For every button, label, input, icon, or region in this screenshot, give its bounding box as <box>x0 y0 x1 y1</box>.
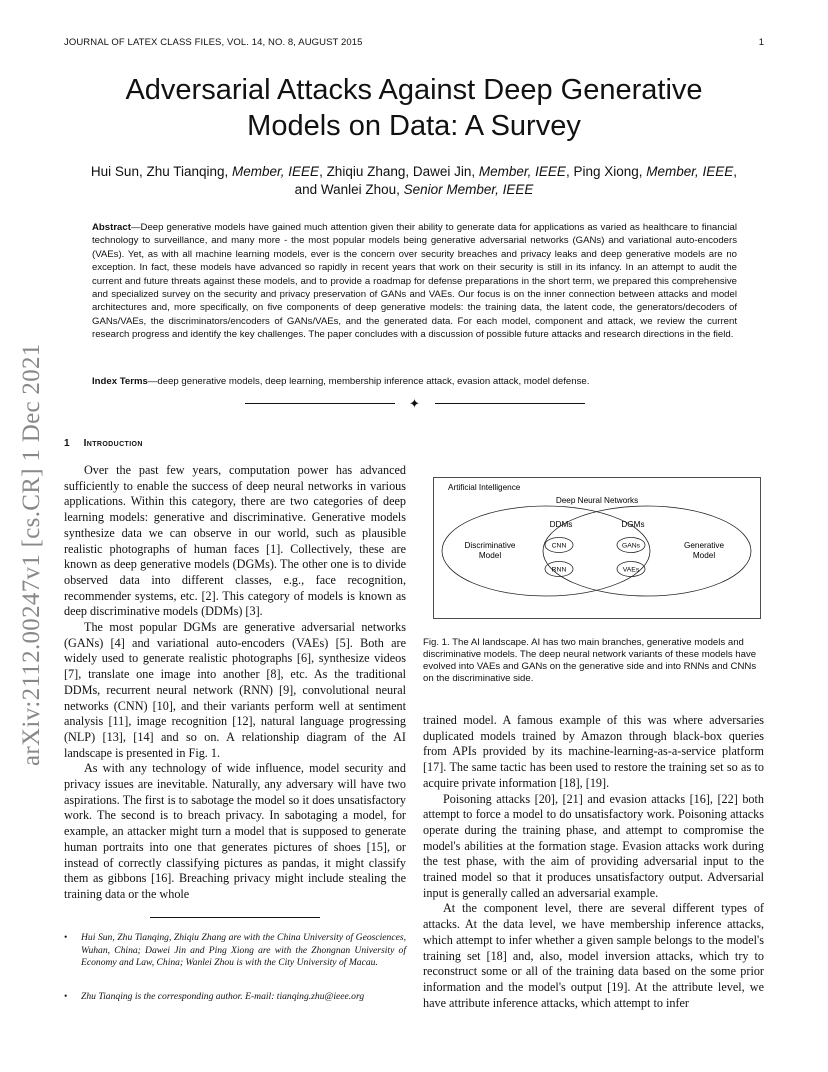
figure-caption: Fig. 1. The AI landscape. AI has two main branches, generative models and discriminative models. The deep neural network variants of these models have evolved into VAEs and GANs on the generative side and into RNNs and CNNs on the discriminative side. <box>423 637 757 684</box>
label-deep-neural-networks: Deep Neural Networks <box>555 496 639 505</box>
author-names-2: , Zhiqiu Zhang, Dawei Jin, <box>319 164 479 179</box>
label-discriminative-model-2: Model <box>478 551 502 560</box>
title-line-2: Models on Data: A Survey <box>247 110 581 142</box>
ai-landscape-diagram <box>433 477 761 619</box>
label-generative-model-2: Model <box>692 551 716 560</box>
author-affil-1: Member, IEEE <box>232 164 320 179</box>
paragraph: Poisoning attacks [20], [21] and evasion attacks [16], [22] both attempt to force a model to do unsatisfactory work. Poisoning attacks operate during the training phase, and attempt to compromise the model's abilities at the formation stage. Evasion attacks work during the test phase, with the aim of providing adversarial input to the trained model so that it produces unsatisfactory output. Adversarial input is generally called an adversarial example. <box>423 791 764 900</box>
footnote-corresponding <box>64 991 406 1004</box>
paper-title <box>60 72 768 144</box>
section-title: Introduction <box>83 438 143 449</box>
generative-ellipse <box>543 506 751 596</box>
label-cnn: CNN <box>551 542 567 550</box>
footnote-text: Zhu Tianqing is the corresponding author. E-mail: tianqing.zhu@ieee.org <box>81 991 365 1002</box>
paragraph: At the component level, there are several different types of attacks. At the data level, we have membership inference attacks, which attempt to infer whether a given sample belongs to the model's training set [18] and, also, model inversion attacks, which try to reconstruct some or all of the training data based on the some prior information and the model's output [19]. At the attribute level, we have attribute inference attacks, which attempt to infer <box>423 901 764 1010</box>
title-line-1: Adversarial Attacks Against Deep Generative <box>125 74 703 106</box>
bullet-icon: • <box>64 991 68 1002</box>
index-terms <box>92 375 737 388</box>
section-separator <box>245 398 585 410</box>
arxiv-identifier: arXiv:2112.00247v1 [cs.CR] 1 Dec 2021 <box>18 343 45 766</box>
separator-line-right <box>435 403 585 404</box>
paragraph: trained model. A famous example of this was where adversaries duplicated models trained by Amazon through black-box queries from APIs provided by its machine-learning-as-a-service platform [17]. The same tactic has been used to restore the training set so as to acquire private information [18], [19]. <box>423 713 764 790</box>
page-number: 1 <box>758 37 764 48</box>
author-names-1: Hui Sun, Zhu Tianqing, <box>90 164 233 179</box>
left-column <box>64 463 406 903</box>
index-terms-label: Index Terms <box>92 376 148 387</box>
paragraph: The most popular DGMs are generative adversarial networks (GANs) [4] and variational auto-encoders (VAEs) [5]. Both are widely used to generate realistic photographs [6], synthesize videos [7], translate one image into another [8], etc. As the traditional DDMs, recurrent neural network (RNN) [9], convolutional neural networks (CNN) [10], and their variants perform well at sentiment analysis [11], image recognition [12], natural language progressing (NLP) [13], [14] and so on. A relationship diagram of the AI landscape is presented in Fig. 1. <box>64 620 406 760</box>
bullet-icon: • <box>64 932 68 943</box>
label-discriminative-model-1: Discriminative <box>464 541 516 550</box>
section-number: 1 <box>64 438 70 449</box>
separator-line-left <box>245 403 395 404</box>
separator-diamond-icon: ✦ <box>409 396 420 411</box>
label-gans: GANs <box>621 542 641 550</box>
label-ddms: DDMs <box>549 520 573 529</box>
label-dgms: DGMs <box>621 520 645 529</box>
paragraph: Over the past few years, computation power has advanced sufficiently to enable the success of deep neural networks in various applications. Within this category, there are two categories of deep learning models: generative and discriminative. Generative models synthesize data we can observe in our world, such as plausible realistic photographs of human faces [1]. Collectively, these are known as deep generative models (DGMs). The other one is to divide observed data into different classes, e.g., face recognition, recommender systems, etc. [2]. This category of models is known as deep discriminative models (DDMs) [3]. <box>64 463 406 619</box>
author-affil-4: Senior Member, IEEE <box>403 182 534 197</box>
running-head: JOURNAL OF LATEX CLASS FILES, VOL. 14, NO. 8, AUGUST 2015 <box>64 37 363 48</box>
abstract-text: —Deep generative models have gained much attention given their ability to generate data for applications as varied as healthcare to financial technology to surveillance, and many more - the most popular models being generative adversarial networks (GANs) and variational auto-encoders (VAEs). Yet, as with all machine learning models, ever is the concern over security breaches and privacy leaks and deep generative models are no exception. In fact, these models have advanced so rapidly in recent years that work on their security is still in its infancy. In an attempt to audit the current and future threats against these models, and to provide a roadmap for defense preparations in the short term, we prepared this comprehensive and specialized survey on the security and privacy preservation of GANs and VAEs. Our focus is on the inner connection between attacks and model architectures and, more specifically, on five components of deep generative models: the training data, the latent code, the generators/decoders of GANs/VAEs, the discriminators/encoders of GANs/VAEs, and the generated data. For each model, component and attack, we review the current research progress and identify the key challenges. The paper concludes with a discussion of possible future attacks and research directions in the field. <box>92 222 737 341</box>
footnote-rule <box>150 917 320 918</box>
author-affil-3: Member, IEEE <box>646 164 734 179</box>
author-list <box>60 163 768 199</box>
paragraph: As with any technology of wide influence, model security and privacy issues are inevitable. Naturally, any adversary will have two aspirations. The first is to sabotage the model so it does unsatisfactory work. The second is to breach privacy. In sabotaging a model, for example, an attacker might turn a model that is supposed to generate human portraits into one that generates pictures of shoes [15], or instead of correctly classifying pictures as pandas, it might classify them as gibbons [16]. Breaching privacy might include stealing the training data or the whole <box>64 761 406 901</box>
index-terms-text: —deep generative models, deep learning, membership inference attack, evasion attack, model defense. <box>147 376 590 387</box>
footnote-text: Hui Sun, Zhu Tianqing, Zhiqiu Zhang are with the China University of Geosciences, Wuhan, China; Dawei Jin and Ping Xiong are with the Zhongnan University of Economy and Law, China; Wanlei Zhou is with the City University of Macau. <box>81 932 406 968</box>
label-rnn: RNN <box>551 566 567 574</box>
label-generative-model-1: Generative <box>683 541 725 550</box>
label-artificial-intelligence: Artificial Intelligence <box>448 483 521 492</box>
footnote-affiliations <box>64 932 406 970</box>
author-names-3: , Ping Xiong, <box>565 164 647 179</box>
abstract-label: Abstract <box>92 222 131 233</box>
abstract <box>92 221 737 342</box>
section-heading <box>64 438 143 449</box>
right-column <box>423 713 764 1011</box>
discriminative-ellipse <box>442 506 650 596</box>
author-names-5: and Wanlei Zhou, <box>294 182 404 197</box>
label-vaes: VAEs <box>622 566 640 574</box>
author-names-4: , <box>733 164 738 179</box>
author-affil-2: Member, IEEE <box>478 164 566 179</box>
